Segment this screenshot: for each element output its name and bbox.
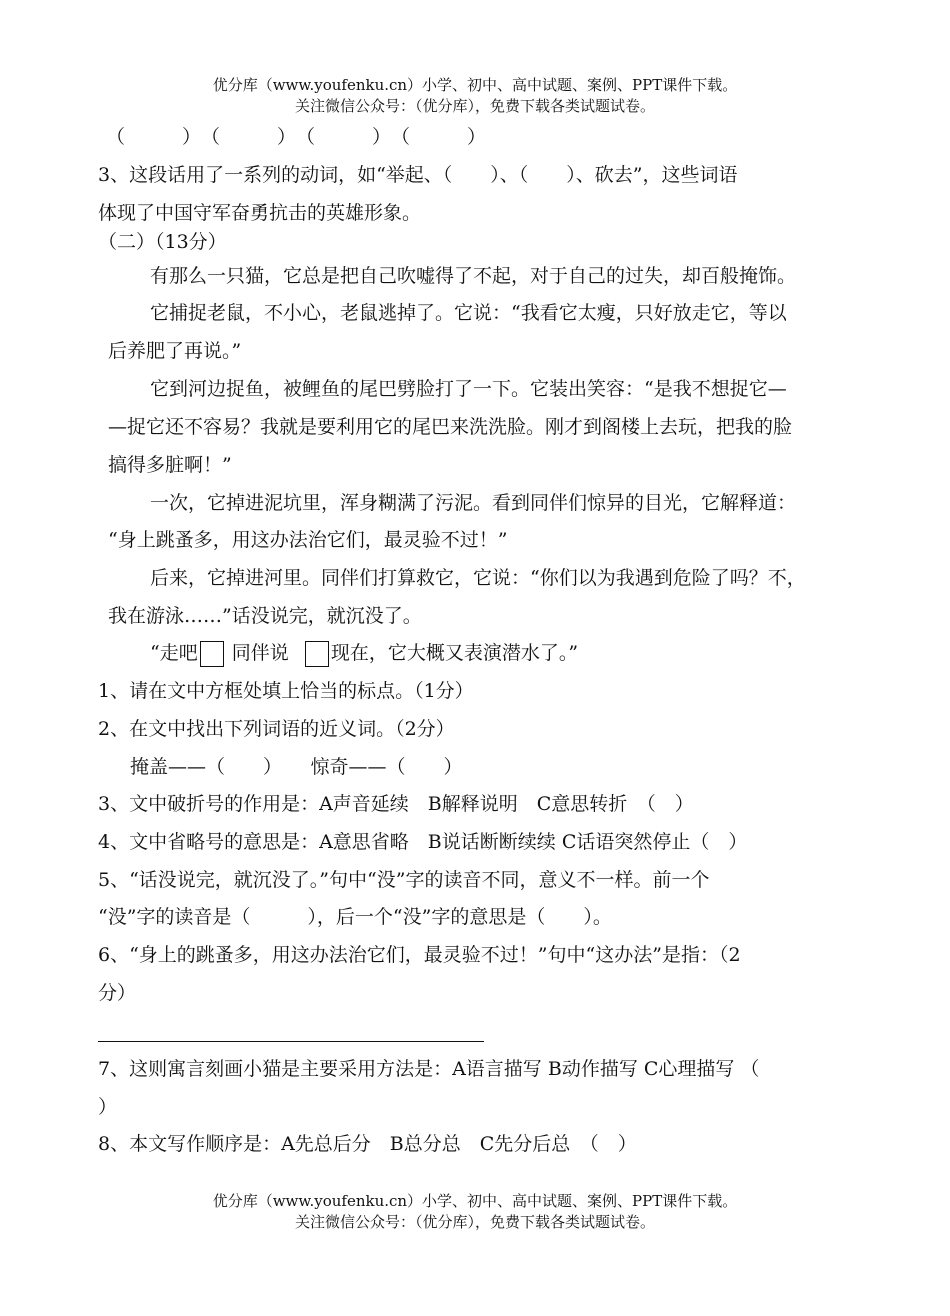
passage-paragraph-6 — [150, 640, 578, 667]
punctuation-box-1 — [200, 641, 224, 667]
question-3-line-2: 体现了中国守军奋勇抗击的英雄形象。 — [98, 202, 422, 224]
exercise-1: 1、请在文中方框处填上恰当的标点。（1分） — [98, 680, 474, 702]
header-line-2: 关注微信公众号：（优分库），免费下载各类试题试卷。 — [294, 97, 655, 115]
header-line-1: 优分库（www.youfenku.cn）小学、初中、高中试题、案例、PPT课件下载。 — [212, 76, 738, 94]
paragraph-6-part-2: 同伴说 — [231, 642, 289, 664]
passage-paragraph-1: 有那么一只猫，它总是把自己吹嘘得了不起，对于自己的过失，却百般掩饰。 — [150, 265, 797, 287]
passage-paragraph-2-line-2: 后养肥了再说。” — [108, 340, 242, 362]
footer-line-1: 优分库（www.youfenku.cn）小学、初中、高中试题、案例、PPT课件下载。 — [212, 1192, 738, 1210]
exercise-6-line-1: 6、“身上的跳蚤多，用这办法治它们，最灵验不过！”句中“这办法”是指：（2 — [98, 944, 741, 966]
answer-underline — [98, 1041, 484, 1042]
exercise-4: 4、文中省略号的意思是：A意思省略 B说话断断续续 C话语突然停止（ ） — [98, 831, 748, 853]
exercise-7-line-2: ） — [98, 1096, 118, 1118]
question-3-line-1: 3、这段话用了一系列的动词，如“举起、（ ）、（ ）、砍去”，这些词语 — [98, 164, 738, 186]
exercise-8: 8、本文写作顺序是：A先总后分 B总分总 C先分后总 （ ） — [98, 1133, 637, 1155]
passage-paragraph-4-line-2: “身上跳蚤多，用这办法治它们，最灵验不过！” — [108, 529, 508, 551]
footer-line-2: 关注微信公众号：（优分库），免费下载各类试题试卷。 — [294, 1213, 655, 1231]
exercise-5-line-2: “没”字的读音是（ ），后一个“没”字的意思是（ ）。 — [98, 906, 612, 928]
passage-paragraph-5-line-2: 我在游泳……”话没说完，就沉没了。 — [108, 605, 422, 627]
exercise-2-items: 掩盖——（ ） 惊奇——（ ） — [130, 756, 463, 778]
passage-paragraph-3-line-2: —捉它还不容易？我就是要利用它的尾巴来洗洗脸。刚才到阁楼上去玩，把我的脸 — [108, 416, 793, 438]
exercise-2: 2、在文中找出下列词语的近义词。（2分） — [98, 718, 455, 740]
exercise-6-line-2: 分） — [98, 982, 137, 1004]
passage-paragraph-2-line-1: 它捕捉老鼠，不小心，老鼠逃掉了。它说：“我看它太瘦，只好放走它，等以 — [150, 302, 787, 324]
answer-blanks-row: （ ） （ ） （ ） （ ） — [106, 126, 487, 148]
paragraph-6-part-1: “走吧 — [150, 642, 198, 664]
section-2-heading: （二）（13分） — [98, 231, 227, 253]
page-header — [0, 75, 950, 117]
exercise-3: 3、文中破折号的作用是：A声音延续 B解释说明 C意思转折 （ ） — [98, 793, 694, 815]
passage-paragraph-4-line-1: 一次，它掉进泥坑里，浑身糊满了污泥。看到同伴们惊异的目光，它解释道： — [150, 492, 797, 514]
page-footer — [0, 1191, 950, 1233]
exercise-7-line-1: 7、这则寓言刻画小猫是主要采用方法是：A语言描写 B动作描写 C心理描写 （ — [98, 1058, 760, 1080]
passage-paragraph-5-line-1: 后来，它掉进河里。同伴们打算救它，它说：“你们以为我遇到危险了吗？不， — [150, 567, 806, 589]
passage-paragraph-3-line-1: 它到河边捉鱼，被鲤鱼的尾巴劈脸打了一下。它装出笑容：“是我不想捉它— — [150, 378, 787, 400]
exercise-5-line-1: 5、“话没说完，就沉没了。”句中“没”字的读音不同，意义不一样。前一个 — [98, 869, 710, 891]
punctuation-box-2 — [305, 641, 329, 667]
passage-paragraph-3-line-3: 搞得多脏啊！” — [108, 454, 232, 476]
paragraph-6-part-3: 现在，它大概又表演潜水了。” — [330, 642, 579, 664]
